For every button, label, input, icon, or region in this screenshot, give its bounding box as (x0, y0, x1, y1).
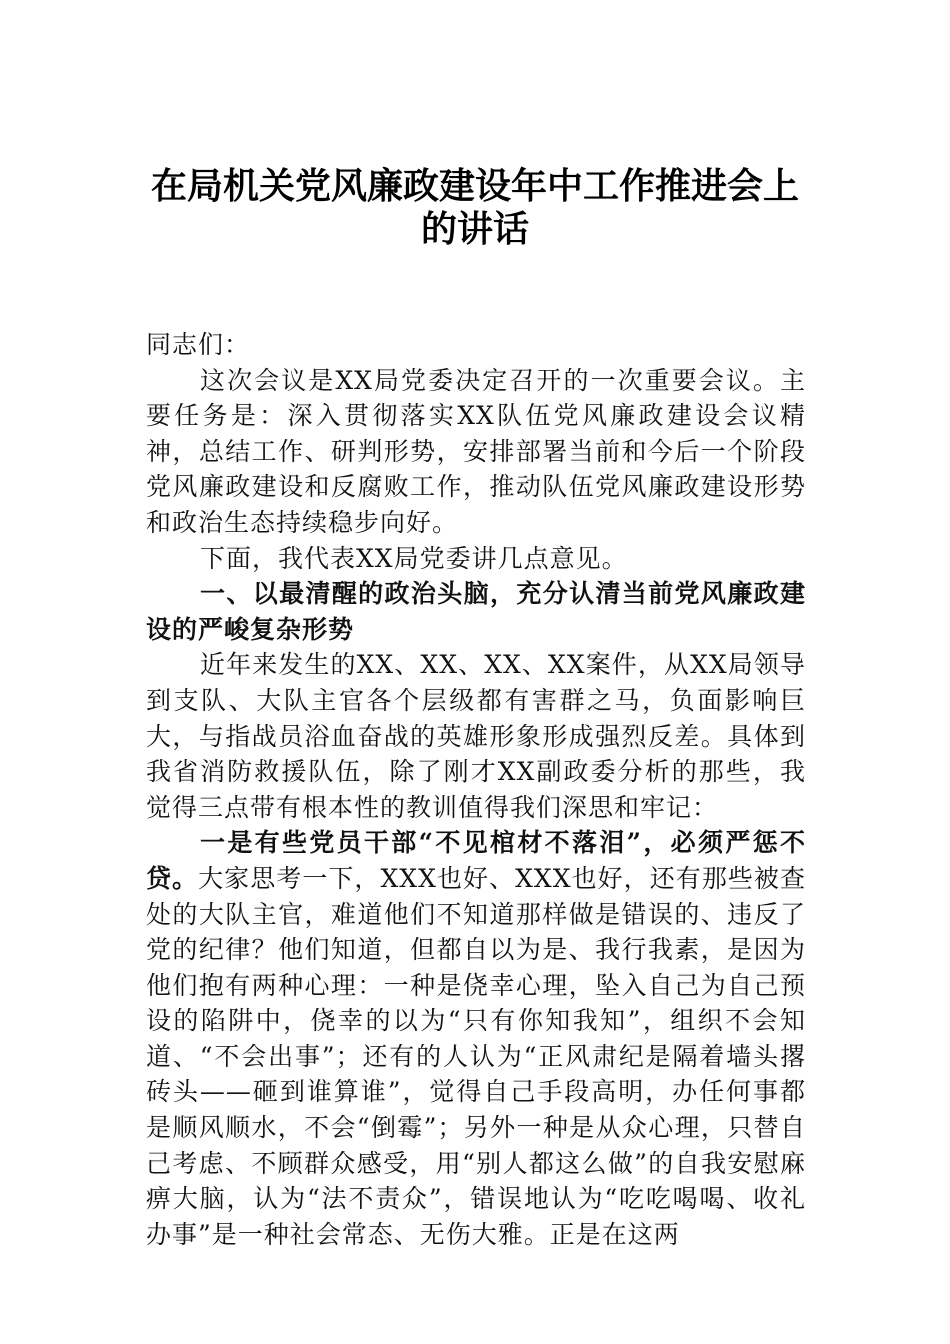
salutation: 同志们： (146, 330, 251, 359)
paragraph-intro: 这次会议是XX局党委决定召开的一次重要会议。主要任务是：深入贯彻落实XX队伍党风廉政建设会议精神，总结工作、研判形势，安排部署当前和今后一个阶段党风廉政建设和反腐败工作，推动队伍党风廉政建设形势和政治生态持续稳步向好。 (146, 365, 806, 537)
point-1-lead: 一是有些党员干部“不见棺材不落泪”，必须严惩不贷。 (146, 828, 806, 893)
point-1-text: 大家思考一下，XXX也好、XXX也好，还有那些被查处的大队主官，难道他们不知道那样做是错误的、违反了党的纪律？他们知道，但都自以为是、我行我素，是因为他们抱有两种心理：一种是侥幸心理，坠入自己为自己预设的陷阱中，侥幸的以为“只有你知我知”，组织不会知道、“不会出事”；还有的人认为“正风肃纪是隔着墙头撂砖头——砸到谁算谁”，觉得自己手段高明，办任何事都是顺风顺水，不会“倒霉”；另外一种是从众心理，只替自己考虑、不顾群众感受，用“别人都这么做”的自我安慰麻痹大脑，认为“法不责众”，错误地认为“吃吃喝喝、收礼办事”是一种社会常态、无伤大雅。正是在这两 (146, 863, 806, 1249)
paragraph-point-1 (146, 825, 806, 1252)
section-heading-1: 一、以最清醒的政治头脑，充分认清当前党风廉政建设的严峻复杂形势 (146, 579, 806, 644)
paragraph-overview: 下面，我代表XX局党委讲几点意见。 (200, 543, 628, 573)
document-title-line1: 在局机关党风廉政建设年中工作推进会上 (150, 165, 799, 207)
document-body (146, 327, 806, 1252)
paragraph-situation: 近年来发生的XX、XX、XX、XX案件，从XX局领导到支队、大队主官各个层级都有害群之马，负面影响巨大，与指战员浴血奋战的英雄形象形成强烈反差。具体到我省消防救援队伍，除了刚才XX副政委分析的那些，我觉得三点带有根本性的教训值得我们深思和牢记： (146, 650, 806, 822)
document-title-line2: 的讲话 (420, 208, 529, 250)
